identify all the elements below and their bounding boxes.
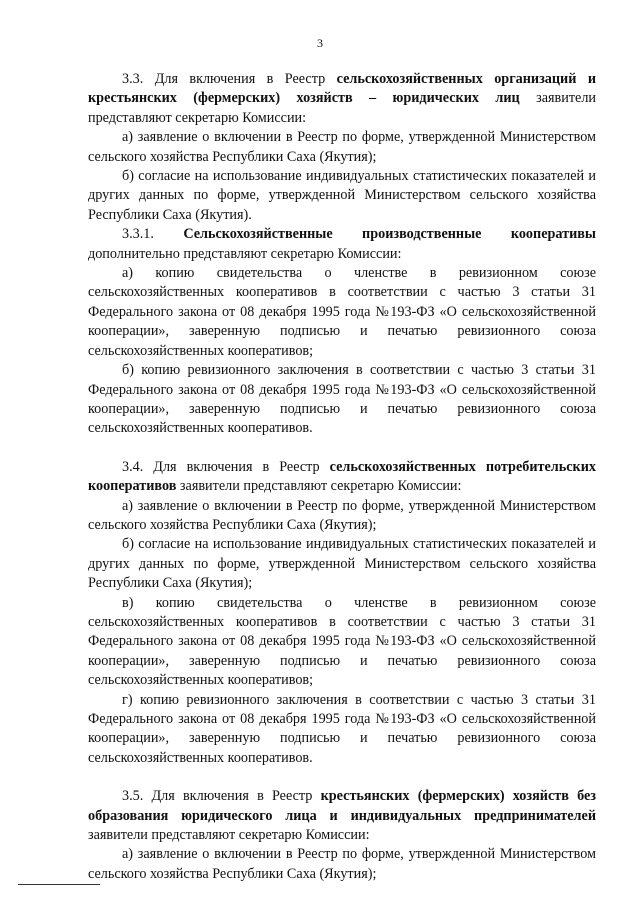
paragraph-bold-text: сельскохозяйственных потребительских кооперативов bbox=[88, 458, 596, 495]
paragraph bbox=[88, 497, 596, 536]
paragraph-bold-text: сельскохозяйственных организаций и крестьянских (фермерских) хозяйств – юридических лиц bbox=[88, 71, 596, 107]
paragraph bbox=[88, 128, 596, 167]
paragraph-text: 3.5. Для включения в Реестр bbox=[122, 788, 321, 805]
paragraph-text: г) копию ревизионного заключения в соответствии с частью 3 статьи 31 Федерального закона от 08 декабря 1995 года №193-ФЗ «О сельскохозяйственной кооперации», заверенную подписью и печатью ревизионного союза сельскохозяйственных кооперативов. bbox=[88, 691, 596, 766]
paragraph bbox=[88, 70, 596, 128]
paragraph-text: а) копию свидетельства о членстве в ревизионном союзе сельскохозяйственных кооперативов в соответствии с частью 3 статьи 31 Федерального закона от 08 декабря 1995 года №193-ФЗ «О сельскохозяйственной кооперации», заверенную подписью и печатью ревизионного союза сельскохозяйственных кооперативов; bbox=[88, 265, 596, 359]
paragraph bbox=[88, 264, 596, 361]
section-spacer bbox=[88, 439, 596, 458]
paragraph-text-end: заявители представляют секретарю Комиссии: bbox=[88, 90, 596, 126]
paragraph-bold-text: Сельскохозяйственные производственные кооперативы bbox=[183, 226, 596, 243]
paragraph-bold-text: крестьянских (фермерских) хозяйств без образования юридического лица и индивидуальных предпринимателей bbox=[88, 788, 596, 824]
paragraph bbox=[88, 787, 596, 845]
page-number: 3 bbox=[317, 36, 323, 50]
paragraph bbox=[88, 535, 596, 593]
paragraph-text-end: дополнительно представляют секретарю Комиссии: bbox=[88, 245, 402, 262]
paragraph-text: в) копию свидетельства о членстве в ревизионном союзе сельскохозяйственных кооперативов в соответствии с частью 3 статьи 31 Федерального закона от 08 декабря 1995 года №193-ФЗ «О сельскохозяйственной кооперации», заверенную подписью и печатью ревизионного союза сельскохозяйственных кооперативов; bbox=[88, 594, 596, 689]
paragraph-text-end: заявители представляют секретарю Комиссии: bbox=[176, 478, 462, 495]
paragraph bbox=[88, 691, 596, 769]
section-spacer bbox=[88, 768, 596, 787]
footer-rule bbox=[18, 884, 100, 885]
document-body bbox=[88, 70, 596, 884]
paragraph bbox=[88, 361, 596, 439]
paragraph-text: б) согласие на использование индивидуальных статистических показателей и других данных по форме, утвержденной Министерством сельского хозяйства Республики Саха (Якутия); bbox=[88, 536, 596, 592]
paragraph bbox=[88, 845, 596, 884]
paragraph-text: а) заявление о включении в Реестр по форме, утвержденной Министерством сельского хозяйства Республики Саха (Якутия); bbox=[88, 129, 596, 165]
paragraph bbox=[88, 225, 596, 264]
paragraph bbox=[88, 167, 596, 225]
paragraph-text: б) согласие на использование индивидуальных статистических показателей и других данных по форме, утвержденной Министерством сельского хозяйства Республики Саха (Якутия). bbox=[88, 168, 596, 223]
paragraph-text: б) копию ревизионного заключения в соответствии с частью 3 статьи 31 Федерального закона от 08 декабря 1995 года №193-ФЗ «О сельскохозяйственной кооперации», заверенную подписью и печатью ревизионного союза сельскохозяйственных кооперативов. bbox=[88, 362, 596, 437]
paragraph-text: а) заявление о включении в Реестр по форме, утвержденной Министерством сельского хозяйства Республики Саха (Якутия); bbox=[88, 846, 596, 882]
paragraph-text: а) заявление о включении в Реестр по форме, утвержденной Министерством сельского хозяйства Республики Саха (Якутия); bbox=[88, 497, 596, 533]
paragraph-text-end: заявители представляют секретарю Комиссии: bbox=[88, 827, 370, 844]
paragraph-text: 3.4. Для включения в Реестр bbox=[122, 458, 330, 475]
paragraph-text: 3.3. Для включения в Реестр bbox=[122, 71, 337, 87]
paragraph bbox=[88, 594, 596, 691]
paragraph bbox=[88, 458, 596, 497]
paragraph-text: 3.3.1. bbox=[122, 226, 184, 243]
